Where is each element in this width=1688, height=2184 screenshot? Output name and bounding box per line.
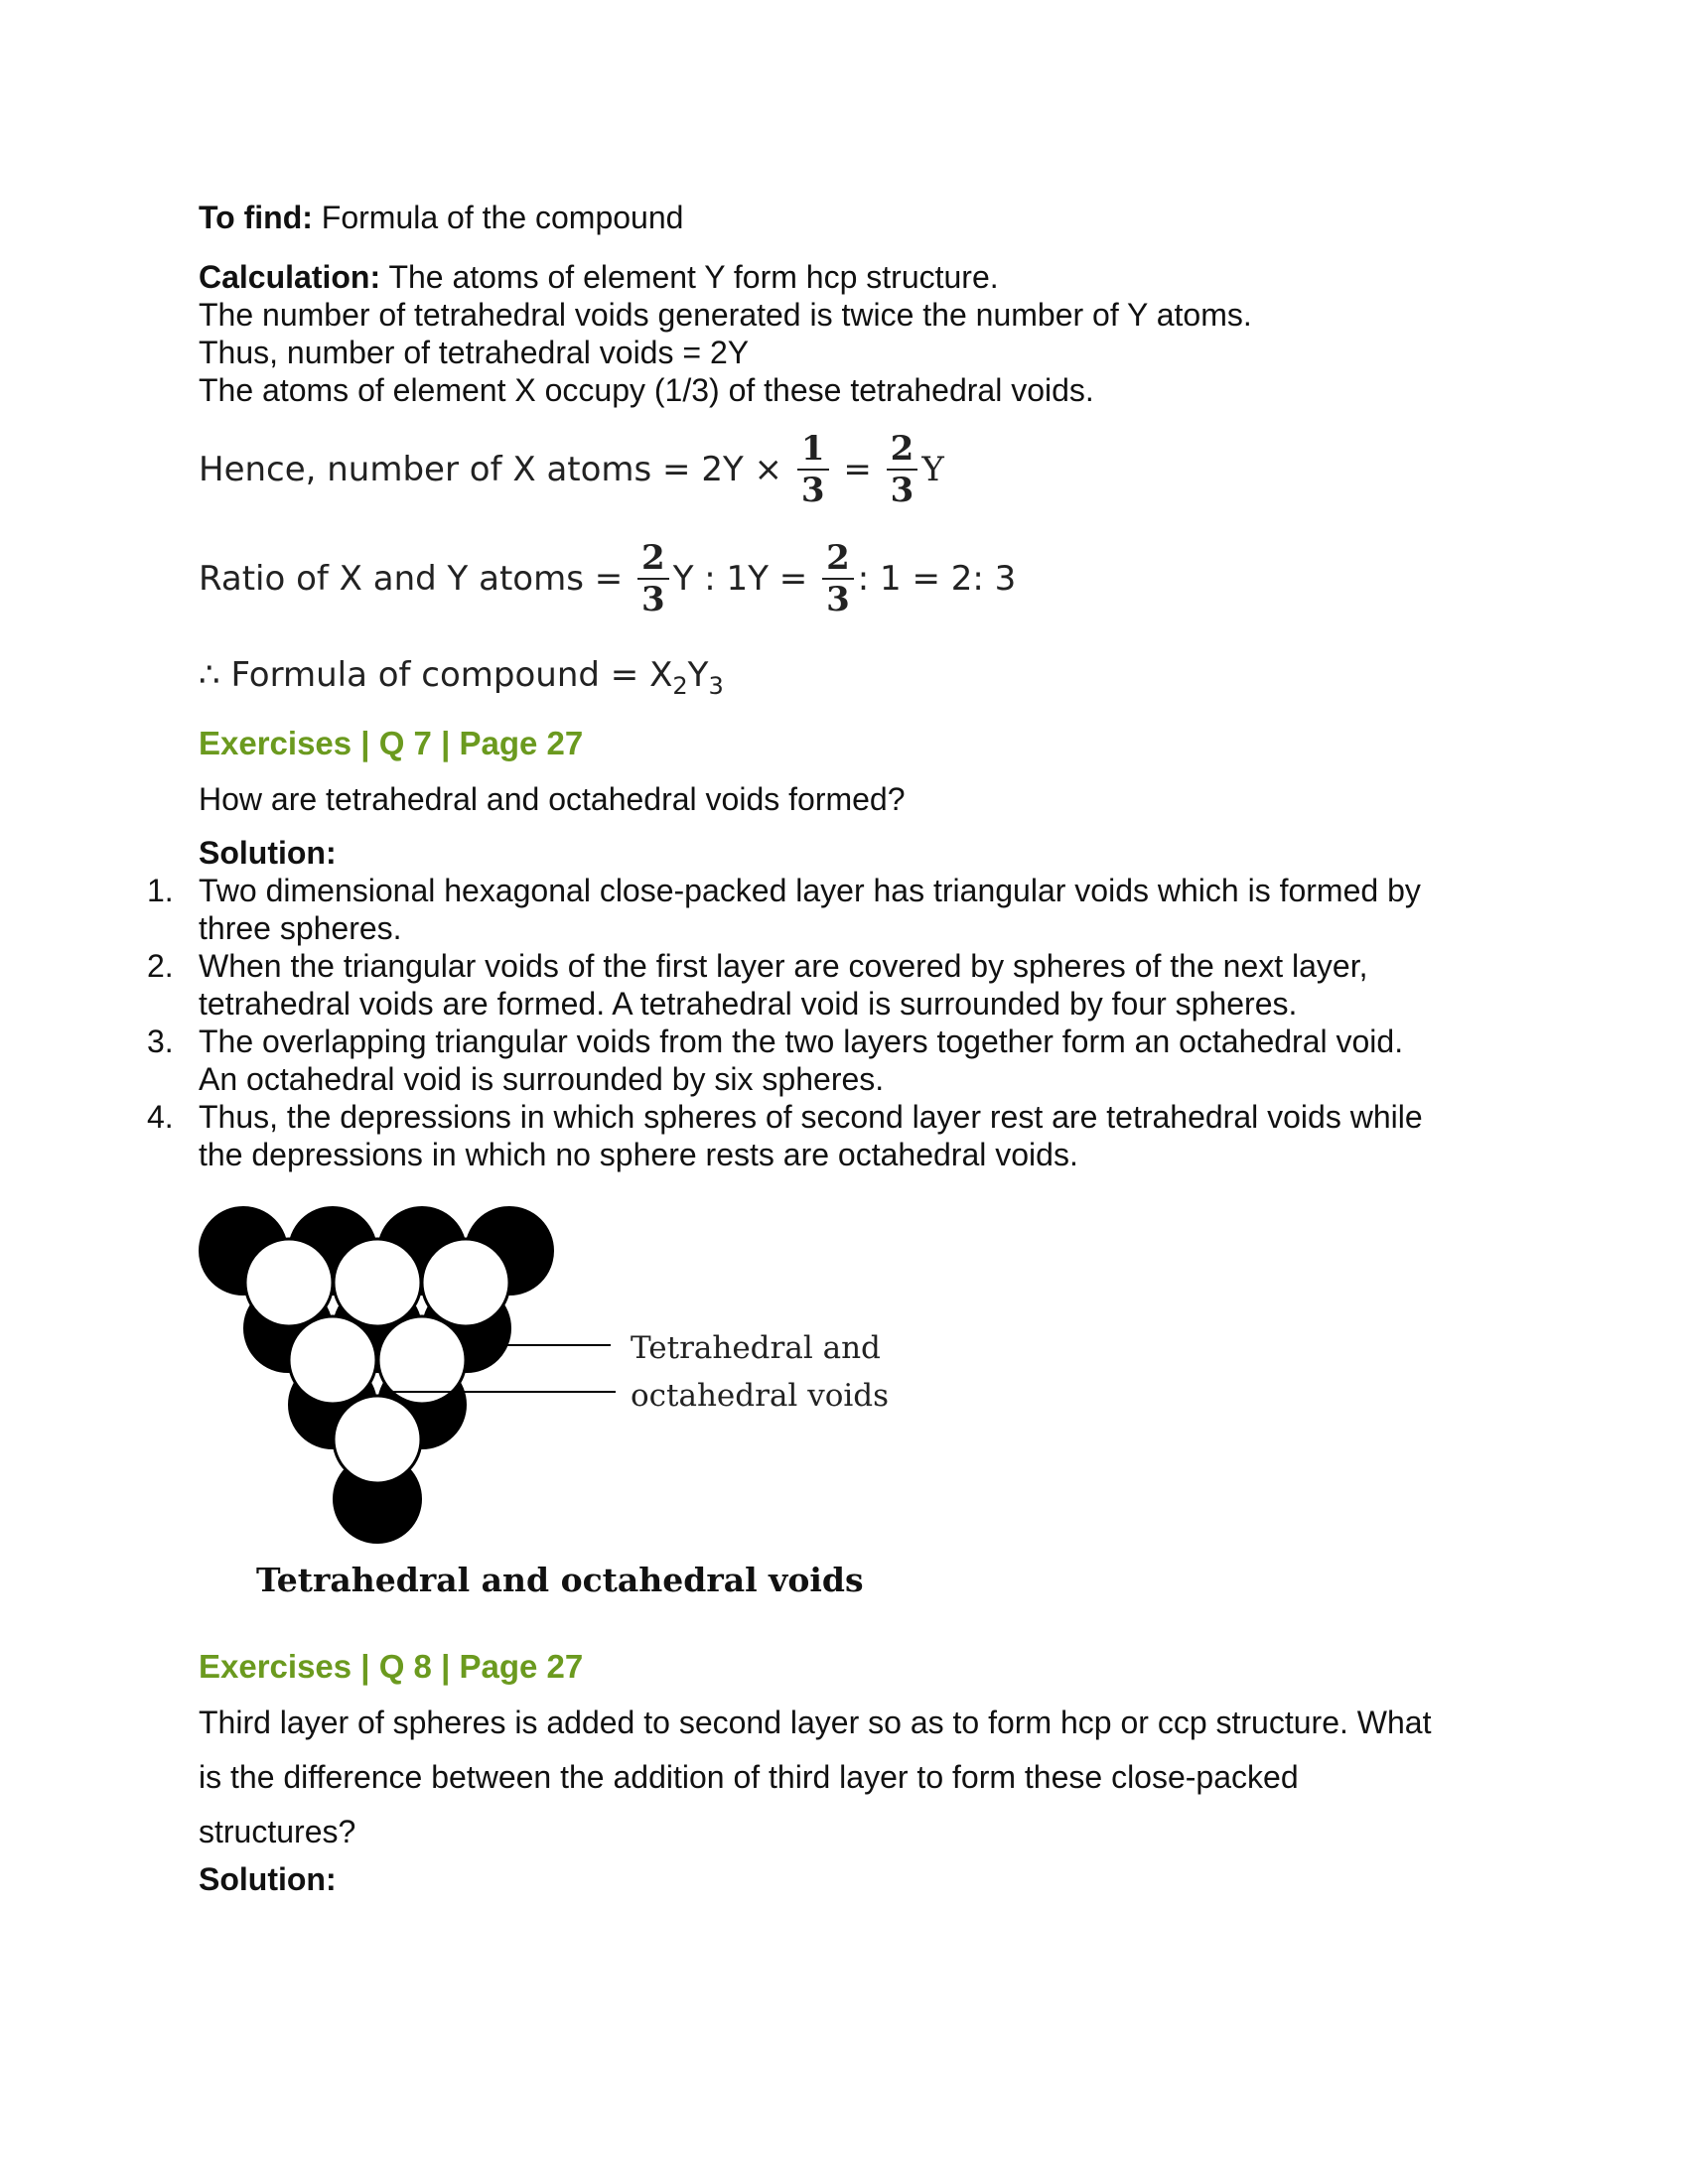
- eq3-sub-2: 3: [708, 671, 724, 700]
- eq1-f2-numerator: 2: [887, 429, 918, 471]
- q8-heading[interactable]: Exercises | Q 8 | Page 27: [199, 1648, 584, 1685]
- eq2-fraction-2: [822, 538, 854, 619]
- eq1-f1-numerator: 1: [797, 429, 829, 471]
- calculation-label: Calculation:: [199, 259, 381, 295]
- to-find-label: To find:: [199, 200, 313, 235]
- eq2-fraction-1: [637, 538, 669, 619]
- calculation-line-1: [199, 258, 999, 296]
- figure-label-line-2: octahedral voids: [631, 1378, 889, 1414]
- list-item-number: 2.: [147, 948, 174, 984]
- eq2-f2-numerator: 2: [822, 538, 854, 580]
- list-item-line-1: Thus, the depressions in which spheres of second layer rest are tetrahedral voids while: [199, 1099, 1423, 1135]
- figure-label-line-1: Tetrahedral and: [631, 1330, 881, 1366]
- q8-line-3: structures?: [199, 1814, 356, 1849]
- eq3-sub-1: 2: [672, 671, 688, 700]
- eq2-f1-numerator: 2: [637, 538, 669, 580]
- calculation-line-4: The atoms of element X occupy (1/3) of these tetrahedral voids.: [199, 372, 1094, 408]
- to-find-line: [199, 199, 683, 236]
- list-item: [147, 1098, 1509, 1173]
- eq3-prefix: ∴ Formula of compound = X: [199, 655, 673, 695]
- list-item-line-1: When the triangular voids of the first layer are covered by spheres of the next layer,: [199, 948, 1368, 984]
- calculation-line-2: The number of tetrahedral voids generated is twice the number of Y atoms.: [199, 297, 1252, 333]
- q8-solution-label: Solution:: [199, 1861, 337, 1897]
- eq1-f1-denominator: 3: [800, 471, 825, 510]
- eq1-equals: =: [843, 450, 872, 489]
- list-item-line-2: the depressions in which no sphere rests are octahedral voids.: [199, 1137, 1078, 1172]
- list-item-number: 1.: [147, 873, 174, 908]
- equation-x-atoms: [199, 429, 944, 510]
- list-item-number: 4.: [147, 1099, 174, 1135]
- eq1-suffix: Y: [921, 450, 944, 489]
- list-item-line-2: three spheres.: [199, 910, 402, 946]
- list-item-line-1: The overlapping triangular voids from the two layers together form an octahedral void.: [199, 1024, 1404, 1059]
- equation-ratio: [199, 538, 1016, 619]
- eq3-mid: Y: [687, 655, 709, 695]
- list-item-number: 3.: [147, 1024, 174, 1059]
- eq1-fraction-1: [797, 429, 829, 510]
- list-item: [147, 1023, 1509, 1098]
- q7-solution-list: [147, 872, 1509, 1173]
- q7-question: How are tetrahedral and octahedral voids formed?: [199, 781, 906, 817]
- to-find-text: Formula of the compound: [321, 200, 684, 235]
- q7-heading[interactable]: Exercises | Q 7 | Page 27: [199, 725, 584, 761]
- eq1-fraction-2: [887, 429, 918, 510]
- eq2-mid: Y : 1Y =: [672, 559, 808, 599]
- equation-formula: [199, 655, 724, 700]
- list-item: [147, 947, 1509, 1023]
- eq2-f1-denominator: 3: [641, 580, 665, 619]
- eq2-f2-denominator: 3: [826, 580, 850, 619]
- eq1-f2-denominator: 3: [890, 471, 914, 510]
- calculation-text-1: The atoms of element Y form hcp structure.: [388, 259, 999, 295]
- list-item-line-2: An octahedral void is surrounded by six spheres.: [199, 1061, 885, 1097]
- list-item-line-1: Two dimensional hexagonal close-packed layer has triangular voids which is formed by: [199, 873, 1421, 908]
- eq2-suffix: : 1 = 2: 3: [857, 559, 1017, 599]
- calculation-line-3: Thus, number of tetrahedral voids = 2Y: [199, 335, 750, 370]
- q7-solution-label: Solution:: [199, 835, 337, 871]
- q8-line-2: is the difference between the addition of third layer to form these close-packed: [199, 1759, 1299, 1795]
- q8-line-1: Third layer of spheres is added to second layer so as to form hcp or ccp structure. What: [199, 1705, 1432, 1740]
- eq2-prefix: Ratio of X and Y atoms =: [199, 559, 624, 599]
- eq1-prefix: Hence, number of X atoms = 2Y ×: [199, 450, 783, 489]
- q8-question: [199, 1696, 1509, 1859]
- list-item-line-2: tetrahedral voids are formed. A tetrahedral void is surrounded by four spheres.: [199, 986, 1298, 1022]
- voids-diagram: [194, 1201, 889, 1598]
- list-item: [147, 872, 1509, 947]
- figure-caption: Tetrahedral and octahedral voids: [256, 1561, 864, 1599]
